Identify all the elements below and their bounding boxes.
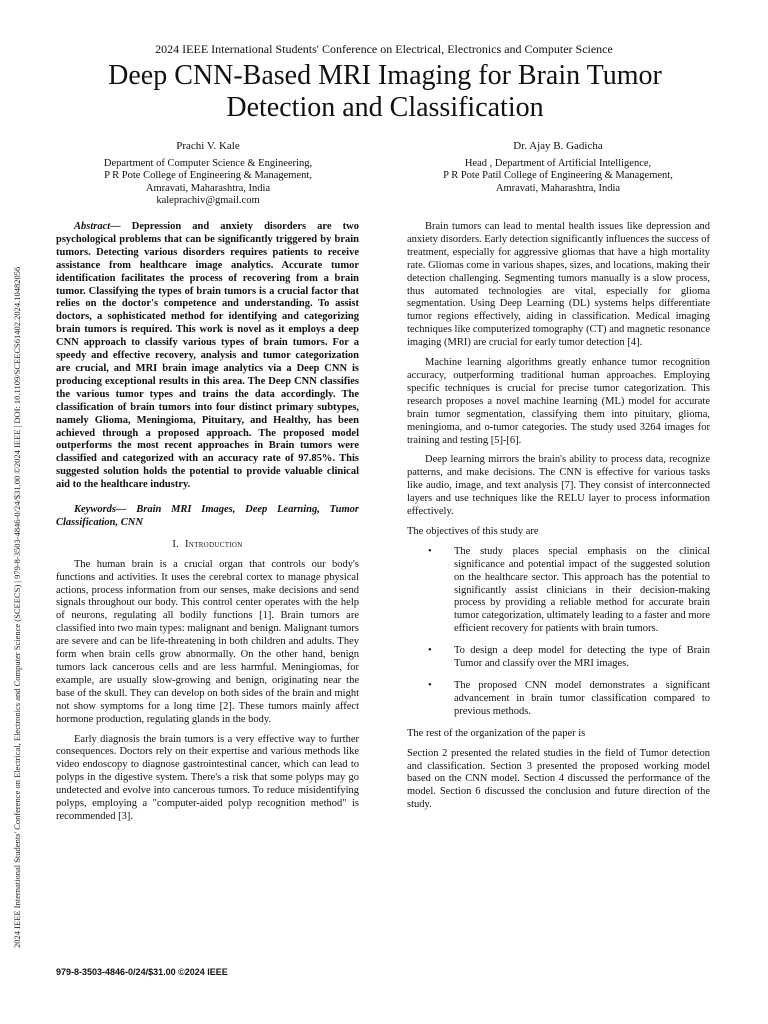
bullet-icon: • — [428, 545, 432, 557]
right-column — [407, 221, 710, 819]
abstract-text: Depression and anxiety disorders are two psychological problems that can be significantly triggered by brain tumors. Detecting various disorders requires patients to receive assistance from healthcare image analytics. Accurate tumor identification facilitates the process of recovering from a brain tumor. Classifying the types of brain tumors is a crucial factor that relies on the doctor's competence and understanding. To assist doctors, a sophisticated method for identifying and categorizing brain tumors is required. This work is novel as it employs a deep CNN approach to classify various types of brain tumors. For a speedy and effective recovery, analysis and tumor categorization are crucial, and MRI brain image analytics via a Deep CNN is producing exceptional results in this area. The Deep CNN classifies the various tumor types and trains the data accordingly. The classification of brain tumors into four distinct primary subtypes, namely Glioma, Meningioma, Pituitary, and Healthy, has been achieved through a proposed approach. The proposed model outperforms the most recent approaches in Brain tumors were classified and categorized with an accuracy rate of 97.85%. This suggested solution holds the potential to provide valuable clinical aid to the healthcare industry. — [56, 221, 359, 491]
organization-text: Section 2 presented the related studies in the field of Tumor detection and classification. Section 3 presented the proposed working model based on the CNN model. Section 4 discussed the performance of the model. Section 6 discussed the conclusion and future direction of the study. — [407, 747, 710, 811]
conference-header: 2024 IEEE International Students' Conference on Electrical, Electronics and Computer Science — [155, 42, 613, 56]
author-affiliation-line: Amravati, Maharashtra, India — [495, 182, 621, 194]
bullet-icon: • — [428, 645, 432, 657]
objectives-list — [407, 546, 710, 719]
section-title: Introduction — [184, 538, 243, 550]
side-citation-text: 2024 IEEE International Students' Conference on Electrical, Electronics and Computer Science (SCEECS) | 979-8-3503-4846-0/24/$31.00 ©2024 IEEE | DOI: 10.1109/SCEECS61402.2024.10482056 — [12, 266, 22, 948]
author-affiliation-line: P R Pote College of Engineering & Management, — [104, 170, 312, 182]
paragraph: The human brain is a crucial organ that controls our body's functions and activities. It uses the cerebral cortex to manage physical actions, process information from our senses, make decisions and send signals throughout our body. This control center operates with the help of neurons, regulating all bodily functions [1]. Brain tumors are classified into two main types: malignant and benign. Malignant tumors are severe and can be life-threatening in both children and adults. They form when brain cells grow abnormally. On the other hand, benign tumors lack cancerous cells and are less harmful. Meningiomas, for example, are usually slow-growing and benign, originating near the base of the skull. They can develop on both sides of the brain and might not show symptoms for a long time [2]. These tumors mainly affect hormone production, regulating glands in the body. — [56, 558, 359, 725]
list-item — [428, 545, 710, 636]
list-item-text: The study places special emphasis on the clinical significance and potential impact of the suggested solution on the healthcare sector. This approach has the potential to significantly assist clinicians in their decision-making process by providing a reliable method for accurate brain tumor categorization, ultimately leading to a faster and more efficient recovery for patients with brain tumors. — [454, 545, 710, 635]
abstract-heading: Abstract— — [74, 221, 121, 232]
author-block-1 — [58, 140, 358, 208]
author-affiliation-line: Amravati, Maharashtra, India — [145, 182, 271, 194]
objectives-intro: The objectives of this study are — [407, 525, 539, 537]
author-block-2 — [408, 140, 708, 195]
author-name: Prachi V. Kale — [176, 140, 240, 152]
section-number: I. — [172, 538, 180, 550]
paragraph: Machine learning algorithms greatly enhance tumor recognition accuracy, outperforming traditional human approaches. Employing specific techniques is crucial for precise tumor categorization. This research proposes a novel machine learning (ML) model for accurate brain tumor segmentation, classifying them into pituitary, glioma, meningioma, and o-tumor categories. The study used 3264 images for training and testing [5]-[6]. — [407, 357, 710, 446]
bullet-icon: • — [428, 680, 432, 691]
title-line-2: Detection and Classification — [226, 92, 544, 123]
author-affiliation-line: Head , Department of Artificial Intelligence, — [464, 157, 652, 169]
list-item-text: The proposed CNN model demonstrates a significant advancement in brain tumor classification compared to previous methods. — [454, 680, 710, 717]
section-heading-introduction — [56, 539, 359, 552]
paragraph: Early diagnosis the brain tumors is a very effective way to further consequences. Doctors rely on their expertise and various methods like video endoscopy to diagnose gastrointestinal cancer, which can lead to polyps in the digestive system. There's a risk that some polyps may go undetected and evolve into cancerous tumors. To reduce misidentifying polyps, employing a "computer-aided polyp recognition method" is recommended [3]. — [56, 733, 359, 822]
abstract — [56, 221, 359, 492]
paragraph: Brain tumors can lead to mental health issues like depression and anxiety disorders. Early detection significantly influences the success of treatment, especially for aggressive gliomas that have a high mortality rate. Gliomas come in various shapes, sizes, and locations, making their detection challenging. Segmenting tumors manually is a slow process, thus automated technologies are vital, especially for glioma segmentation. Using Deep Learning (DL) systems helps differentiate tumor regions effectively, aiding in classification. Medical imaging techniques like computerized tomography (CT) and magnetic resonance imaging (MRI) are crucial for early tumor detection [4]. — [407, 221, 710, 349]
paper-title — [40, 60, 730, 124]
list-item — [428, 680, 710, 719]
title-line-1: Deep CNN-Based MRI Imaging for Brain Tumor — [108, 60, 662, 91]
author-email: kaleprachiv@gmail.com — [156, 195, 260, 207]
organization-intro: The rest of the organization of the paper is — [407, 727, 586, 739]
author-affiliation-line: Department of Computer Science & Engineering, — [103, 157, 313, 169]
side-citation-strip — [10, 266, 24, 964]
paragraph: Deep learning mirrors the brain's ability to process data, recognize patterns, and make decisions. The CNN is effective for various tasks like audio, image, and text analysis [7]. They consist of interconnected layers and use techniques like the RELU layer to process information effectively. — [407, 454, 710, 518]
keywords: Keywords— Brain MRI Images, Deep Learning, Tumor Classification, CNN — [56, 504, 359, 528]
author-affiliation-line: P R Pote Patil College of Engineering & Management, — [443, 170, 673, 182]
author-name: Dr. Ajay B. Gadicha — [513, 140, 603, 152]
left-column — [56, 221, 359, 831]
list-item — [428, 645, 710, 671]
list-item-text: To design a deep model for detecting the type of Brain Tumor and classify over the MRI images. — [454, 645, 710, 670]
footer-copyright: 979-8-3503-4846-0/24/$31.00 ©2024 IEEE — [56, 967, 228, 977]
